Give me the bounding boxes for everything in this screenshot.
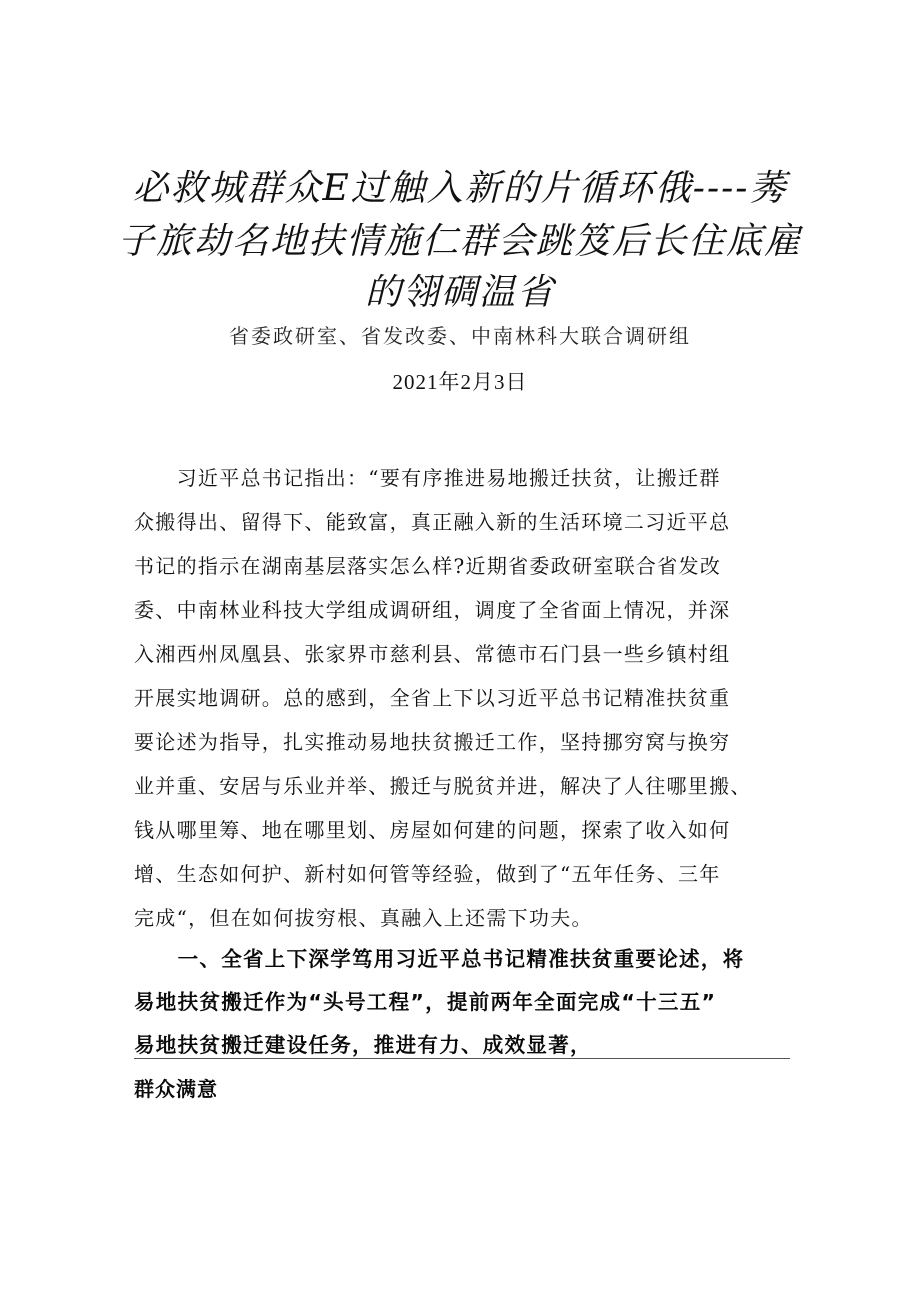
- body-paragraph-line-2: 众搬得出、留得下、能致富，真正融入新的生活环境二习近平总: [134, 510, 731, 534]
- document-date: 2021年2月3日: [392, 370, 528, 394]
- body-paragraph-line-3: 书记的指示在湖南基层落实怎么样?近期省委政研室联合省发改: [134, 554, 722, 578]
- document-title-line-1: 必救城群众E过触入新的片循环俄----莠: [132, 168, 788, 209]
- document-title-line-3: 的翎碉温省: [364, 272, 555, 313]
- body-paragraph-line-1: 习近平总书记指出：“要有序推进易地搬迁扶贫，让搬迁群: [134, 466, 721, 490]
- continued-heading-text: 群众满意: [134, 1077, 218, 1101]
- page-divider: [134, 1058, 790, 1059]
- document-authors: 省委政研室、省发改委、中南林科大联合调研组: [229, 324, 691, 348]
- body-paragraph-line-4: 委、中南林业科技大学组成调研组，调度了全省面上情况，并深: [134, 598, 731, 622]
- body-paragraph-line-10: 增、生态如何护、新村如何管等经验，做到了“五年任务、三年: [134, 862, 721, 886]
- body-paragraph-line-7: 要论述为指导，扎实推动易地扶贫搬迁工作，坚持挪穷窝与换穷: [134, 730, 731, 754]
- body-paragraph-line-9: 钱从哪里筹、地在哪里划、房屋如何建的问题，探索了收入如何: [134, 818, 731, 842]
- document-title-line-2: 子旅劫名地扶情施仁群会跳笈后长住底雇: [117, 221, 802, 262]
- body-paragraph-line-5: 入湘西州凤凰县、张家界市慈利县、常德市石门县一些乡镇村组: [134, 642, 731, 666]
- body-paragraph-line-6: 开展实地调研。总的感到，全省上下以习近平总书记精准扶贫重: [134, 686, 731, 710]
- section-heading-line-2: 易地扶贫搬迁作为“头号工程”，提前两年全面完成“十三五”: [134, 990, 717, 1014]
- section-heading-line-1: 一、全省上下深学笃用习近平总书记精准扶贫重要论述，将: [134, 947, 745, 971]
- section-heading-line-3: 易地扶贫搬迁建设任务，推进有力、成效显著，: [134, 1033, 592, 1057]
- body-paragraph-line-11: 完成“，但在如何拔穷根、真融入上还需下功夫。: [134, 906, 593, 930]
- body-paragraph-line-8: 业并重、安居与乐业并举、搬迁与脱贫并进，解决了人往哪里搬、: [134, 774, 752, 798]
